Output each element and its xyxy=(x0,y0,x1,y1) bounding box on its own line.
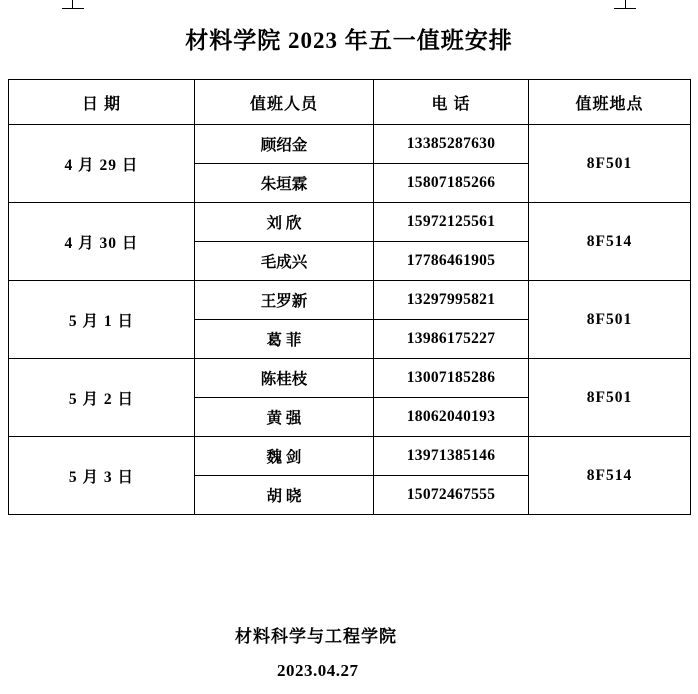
cell-place: 8F514 xyxy=(529,203,691,281)
cell-person: 黄 强 xyxy=(195,398,374,437)
cell-phone: 13971385146 xyxy=(374,437,529,476)
cell-date: 5 月 2 日 xyxy=(9,359,195,437)
duty-schedule-table xyxy=(8,79,691,515)
table-header-row xyxy=(9,80,691,125)
cell-date: 4 月 30 日 xyxy=(9,203,195,281)
cell-phone: 13986175227 xyxy=(374,320,529,359)
cell-person: 胡 晓 xyxy=(195,476,374,515)
cell-phone: 17786461905 xyxy=(374,242,529,281)
cell-place: 8F501 xyxy=(529,359,691,437)
issuing-organization: 材料科学与工程学院 xyxy=(235,627,397,646)
cell-place: 8F501 xyxy=(529,125,691,203)
cell-phone: 15072467555 xyxy=(374,476,529,515)
column-header-date: 日 期 xyxy=(9,80,195,125)
crop-mark-top-right-vertical xyxy=(625,0,626,9)
cell-date: 5 月 3 日 xyxy=(9,437,195,515)
table-row xyxy=(9,125,691,164)
column-header-person: 值班人员 xyxy=(195,80,374,125)
table-row xyxy=(9,281,691,320)
cell-phone: 13297995821 xyxy=(374,281,529,320)
table-row xyxy=(9,359,691,398)
column-header-place: 值班地点 xyxy=(529,80,691,125)
cell-person: 葛 菲 xyxy=(195,320,374,359)
cell-person: 毛成兴 xyxy=(195,242,374,281)
cell-place: 8F501 xyxy=(529,281,691,359)
cell-person: 陈桂枝 xyxy=(195,359,374,398)
cell-phone: 15972125561 xyxy=(374,203,529,242)
cell-phone: 18062040193 xyxy=(374,398,529,437)
signature-block xyxy=(235,622,495,692)
cell-person: 顾绍金 xyxy=(195,125,374,164)
cell-date: 5 月 1 日 xyxy=(9,281,195,359)
cell-person: 王罗新 xyxy=(195,281,374,320)
column-header-phone: 电 话 xyxy=(374,80,529,125)
crop-mark-top-left-horizontal xyxy=(62,8,84,9)
cell-phone: 15807185266 xyxy=(374,164,529,203)
cell-place: 8F514 xyxy=(529,437,691,515)
cell-person: 魏 剑 xyxy=(195,437,374,476)
cell-phone: 13007185286 xyxy=(374,359,529,398)
cell-date: 4 月 29 日 xyxy=(9,125,195,203)
issue-date: 2023.04.27 xyxy=(277,661,359,680)
page-title: 材料学院 2023 年五一值班安排 xyxy=(185,28,513,53)
cell-person: 刘 欣 xyxy=(195,203,374,242)
cell-person: 朱垣霖 xyxy=(195,164,374,203)
table-row xyxy=(9,203,691,242)
cell-phone: 13385287630 xyxy=(374,125,529,164)
crop-mark-top-left-vertical xyxy=(72,0,73,9)
duty-schedule-table-wrapper xyxy=(8,79,690,515)
table-row xyxy=(9,437,691,476)
